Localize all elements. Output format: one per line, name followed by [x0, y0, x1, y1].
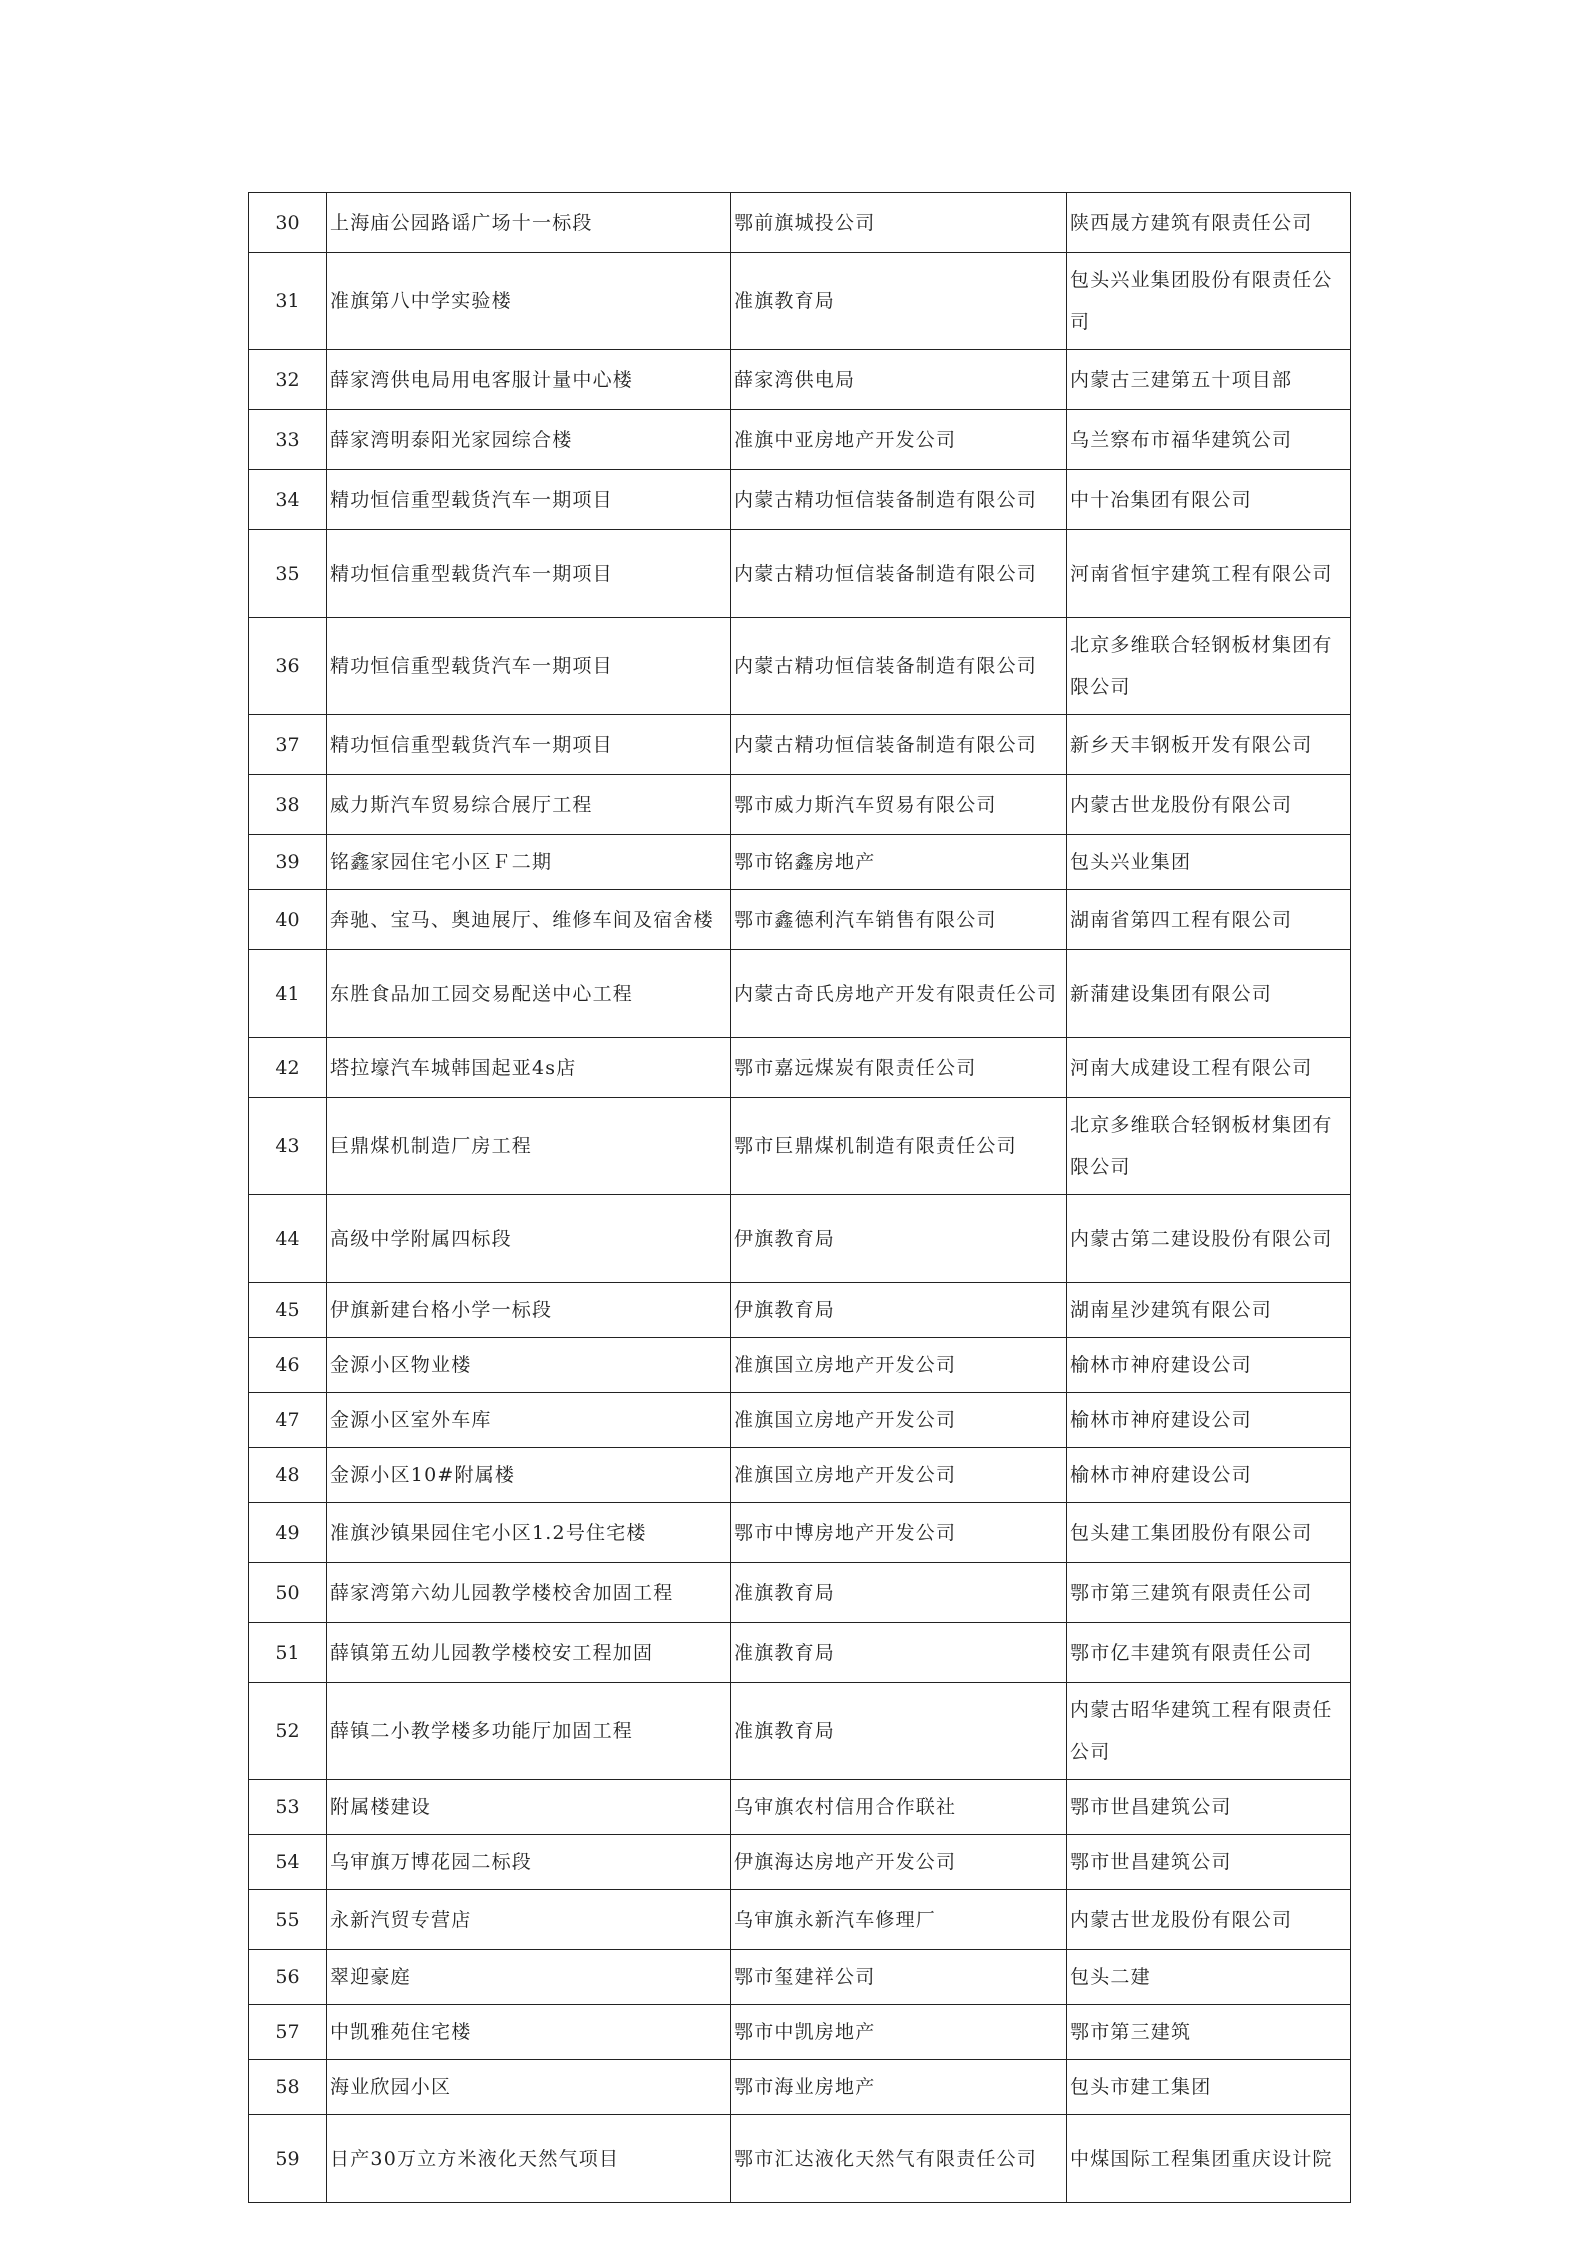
table-row	[249, 1950, 1351, 2005]
project-name: 金源小区室外车库	[327, 1393, 731, 1448]
table-row	[249, 618, 1351, 715]
owner-unit: 鄂市鑫德利汽车销售有限公司	[731, 890, 1067, 950]
row-number: 44	[249, 1195, 327, 1283]
contractor-unit: 鄂市第三建筑	[1067, 2005, 1351, 2060]
contractor-unit: 内蒙古昭华建筑工程有限责任公司	[1067, 1683, 1351, 1780]
owner-unit: 准旗教育局	[731, 1683, 1067, 1780]
table-row	[249, 470, 1351, 530]
owner-unit: 伊旗教育局	[731, 1283, 1067, 1338]
owner-unit: 准旗国立房地产开发公司	[731, 1338, 1067, 1393]
project-name: 东胜食品加工园交易配送中心工程	[327, 950, 731, 1038]
project-name: 精功恒信重型载货汽车一期项目	[327, 530, 731, 618]
project-name: 薛家湾供电局用电客服计量中心楼	[327, 350, 731, 410]
row-number: 48	[249, 1448, 327, 1503]
owner-unit: 准旗教育局	[731, 253, 1067, 350]
contractor-unit: 新乡天丰钢板开发有限公司	[1067, 715, 1351, 775]
row-number: 50	[249, 1563, 327, 1623]
owner-unit: 薛家湾供电局	[731, 350, 1067, 410]
project-name: 薛镇二小教学楼多功能厅加固工程	[327, 1683, 731, 1780]
contractor-unit: 湖南省第四工程有限公司	[1067, 890, 1351, 950]
owner-unit: 伊旗海达房地产开发公司	[731, 1835, 1067, 1890]
owner-unit: 内蒙古奇氏房地产开发有限责任公司	[731, 950, 1067, 1038]
owner-unit: 内蒙古精功恒信装备制造有限公司	[731, 530, 1067, 618]
owner-unit: 乌审旗农村信用合作联社	[731, 1780, 1067, 1835]
owner-unit: 内蒙古精功恒信装备制造有限公司	[731, 618, 1067, 715]
row-number: 57	[249, 2005, 327, 2060]
project-name: 准旗沙镇果园住宅小区1.2号住宅楼	[327, 1503, 731, 1563]
table-row	[249, 775, 1351, 835]
contractor-unit: 包头建工集团股份有限公司	[1067, 1503, 1351, 1563]
contractor-unit: 鄂市第三建筑有限责任公司	[1067, 1563, 1351, 1623]
contractor-unit: 湖南星沙建筑有限公司	[1067, 1283, 1351, 1338]
row-number: 56	[249, 1950, 327, 2005]
owner-unit: 鄂市威力斯汽车贸易有限公司	[731, 775, 1067, 835]
project-name: 塔拉壕汽车城韩国起亚4s店	[327, 1038, 731, 1098]
project-name: 巨鼎煤机制造厂房工程	[327, 1098, 731, 1195]
table-row	[249, 1098, 1351, 1195]
owner-unit: 鄂市巨鼎煤机制造有限责任公司	[731, 1098, 1067, 1195]
contractor-unit: 鄂市世昌建筑公司	[1067, 1780, 1351, 1835]
owner-unit: 内蒙古精功恒信装备制造有限公司	[731, 470, 1067, 530]
table-row	[249, 1503, 1351, 1563]
table-row	[249, 410, 1351, 470]
owner-unit: 鄂市嘉远煤炭有限责任公司	[731, 1038, 1067, 1098]
project-name: 薛家湾明泰阳光家园综合楼	[327, 410, 731, 470]
table-row	[249, 2005, 1351, 2060]
project-name: 附属楼建设	[327, 1780, 731, 1835]
table-row	[249, 1563, 1351, 1623]
project-name: 奔驰、宝马、奥迪展厅、维修车间及宿舍楼	[327, 890, 731, 950]
row-number: 59	[249, 2115, 327, 2203]
row-number: 52	[249, 1683, 327, 1780]
owner-unit: 鄂市汇达液化天然气有限责任公司	[731, 2115, 1067, 2203]
table-row	[249, 1890, 1351, 1950]
project-name: 海业欣园小区	[327, 2060, 731, 2115]
project-table-body	[249, 193, 1351, 2203]
row-number: 58	[249, 2060, 327, 2115]
row-number: 51	[249, 1623, 327, 1683]
contractor-unit: 北京多维联合轻钢板材集团有限公司	[1067, 1098, 1351, 1195]
project-name: 中凯雅苑住宅楼	[327, 2005, 731, 2060]
project-name: 金源小区10#附属楼	[327, 1448, 731, 1503]
contractor-unit: 陕西晟方建筑有限责任公司	[1067, 193, 1351, 253]
contractor-unit: 鄂市亿丰建筑有限责任公司	[1067, 1623, 1351, 1683]
row-number: 43	[249, 1098, 327, 1195]
row-number: 53	[249, 1780, 327, 1835]
owner-unit: 鄂市海业房地产	[731, 2060, 1067, 2115]
project-name: 威力斯汽车贸易综合展厅工程	[327, 775, 731, 835]
owner-unit: 鄂市中凯房地产	[731, 2005, 1067, 2060]
row-number: 36	[249, 618, 327, 715]
project-name: 精功恒信重型载货汽车一期项目	[327, 470, 731, 530]
owner-unit: 准旗教育局	[731, 1563, 1067, 1623]
project-name: 铭鑫家园住宅小区Ｆ二期	[327, 835, 731, 890]
project-name: 金源小区物业楼	[327, 1338, 731, 1393]
project-name: 上海庙公园路谣广场十一标段	[327, 193, 731, 253]
project-name: 精功恒信重型载货汽车一期项目	[327, 618, 731, 715]
row-number: 30	[249, 193, 327, 253]
project-name: 伊旗新建台格小学一标段	[327, 1283, 731, 1338]
contractor-unit: 乌兰察布市福华建筑公司	[1067, 410, 1351, 470]
contractor-unit: 内蒙古三建第五十项目部	[1067, 350, 1351, 410]
contractor-unit: 包头兴业集团	[1067, 835, 1351, 890]
owner-unit: 鄂市中博房地产开发公司	[731, 1503, 1067, 1563]
table-row	[249, 2115, 1351, 2203]
row-number: 35	[249, 530, 327, 618]
row-number: 46	[249, 1338, 327, 1393]
project-name: 准旗第八中学实验楼	[327, 253, 731, 350]
owner-unit: 准旗国立房地产开发公司	[731, 1393, 1067, 1448]
table-row	[249, 1038, 1351, 1098]
owner-unit: 准旗教育局	[731, 1623, 1067, 1683]
table-row	[249, 1448, 1351, 1503]
owner-unit: 伊旗教育局	[731, 1195, 1067, 1283]
row-number: 38	[249, 775, 327, 835]
table-row	[249, 715, 1351, 775]
table-row	[249, 350, 1351, 410]
table-row	[249, 1338, 1351, 1393]
contractor-unit: 榆林市神府建设公司	[1067, 1448, 1351, 1503]
row-number: 31	[249, 253, 327, 350]
owner-unit: 鄂市铭鑫房地产	[731, 835, 1067, 890]
table-row	[249, 1683, 1351, 1780]
project-name: 乌审旗万博花园二标段	[327, 1835, 731, 1890]
contractor-unit: 河南省恒宇建筑工程有限公司	[1067, 530, 1351, 618]
table-row	[249, 1835, 1351, 1890]
contractor-unit: 包头二建	[1067, 1950, 1351, 2005]
table-row	[249, 1780, 1351, 1835]
owner-unit: 乌审旗永新汽车修理厂	[731, 1890, 1067, 1950]
table-row	[249, 253, 1351, 350]
row-number: 32	[249, 350, 327, 410]
row-number: 39	[249, 835, 327, 890]
contractor-unit: 包头市建工集团	[1067, 2060, 1351, 2115]
table-row	[249, 890, 1351, 950]
project-name: 精功恒信重型载货汽车一期项目	[327, 715, 731, 775]
contractor-unit: 榆林市神府建设公司	[1067, 1338, 1351, 1393]
project-name: 永新汽贸专营店	[327, 1890, 731, 1950]
table-row	[249, 1623, 1351, 1683]
owner-unit: 鄂市玺建祥公司	[731, 1950, 1067, 2005]
table-row	[249, 2060, 1351, 2115]
contractor-unit: 内蒙古世龙股份有限公司	[1067, 775, 1351, 835]
table-row	[249, 1393, 1351, 1448]
contractor-unit: 鄂市世昌建筑公司	[1067, 1835, 1351, 1890]
project-name: 薛家湾第六幼儿园教学楼校舍加固工程	[327, 1563, 731, 1623]
row-number: 37	[249, 715, 327, 775]
contractor-unit: 河南大成建设工程有限公司	[1067, 1038, 1351, 1098]
row-number: 55	[249, 1890, 327, 1950]
project-name: 日产30万立方米液化天然气项目	[327, 2115, 731, 2203]
row-number: 49	[249, 1503, 327, 1563]
owner-unit: 内蒙古精功恒信装备制造有限公司	[731, 715, 1067, 775]
table-row	[249, 530, 1351, 618]
contractor-unit: 新蒲建设集团有限公司	[1067, 950, 1351, 1038]
table-row	[249, 950, 1351, 1038]
row-number: 33	[249, 410, 327, 470]
contractor-unit: 内蒙古世龙股份有限公司	[1067, 1890, 1351, 1950]
project-table	[248, 192, 1351, 2203]
contractor-unit: 内蒙古第二建设股份有限公司	[1067, 1195, 1351, 1283]
contractor-unit: 中煤国际工程集团重庆设计院	[1067, 2115, 1351, 2203]
owner-unit: 准旗国立房地产开发公司	[731, 1448, 1067, 1503]
table-row	[249, 1283, 1351, 1338]
row-number: 54	[249, 1835, 327, 1890]
row-number: 34	[249, 470, 327, 530]
row-number: 40	[249, 890, 327, 950]
owner-unit: 鄂前旗城投公司	[731, 193, 1067, 253]
table-row	[249, 835, 1351, 890]
table-row	[249, 193, 1351, 253]
row-number: 42	[249, 1038, 327, 1098]
project-name: 薛镇第五幼儿园教学楼校安工程加固	[327, 1623, 731, 1683]
project-name: 高级中学附属四标段	[327, 1195, 731, 1283]
project-name: 翠迎豪庭	[327, 1950, 731, 2005]
row-number: 45	[249, 1283, 327, 1338]
row-number: 41	[249, 950, 327, 1038]
row-number: 47	[249, 1393, 327, 1448]
contractor-unit: 包头兴业集团股份有限责任公司	[1067, 253, 1351, 350]
contractor-unit: 榆林市神府建设公司	[1067, 1393, 1351, 1448]
table-row	[249, 1195, 1351, 1283]
owner-unit: 准旗中亚房地产开发公司	[731, 410, 1067, 470]
contractor-unit: 北京多维联合轻钢板材集团有限公司	[1067, 618, 1351, 715]
contractor-unit: 中十冶集团有限公司	[1067, 470, 1351, 530]
